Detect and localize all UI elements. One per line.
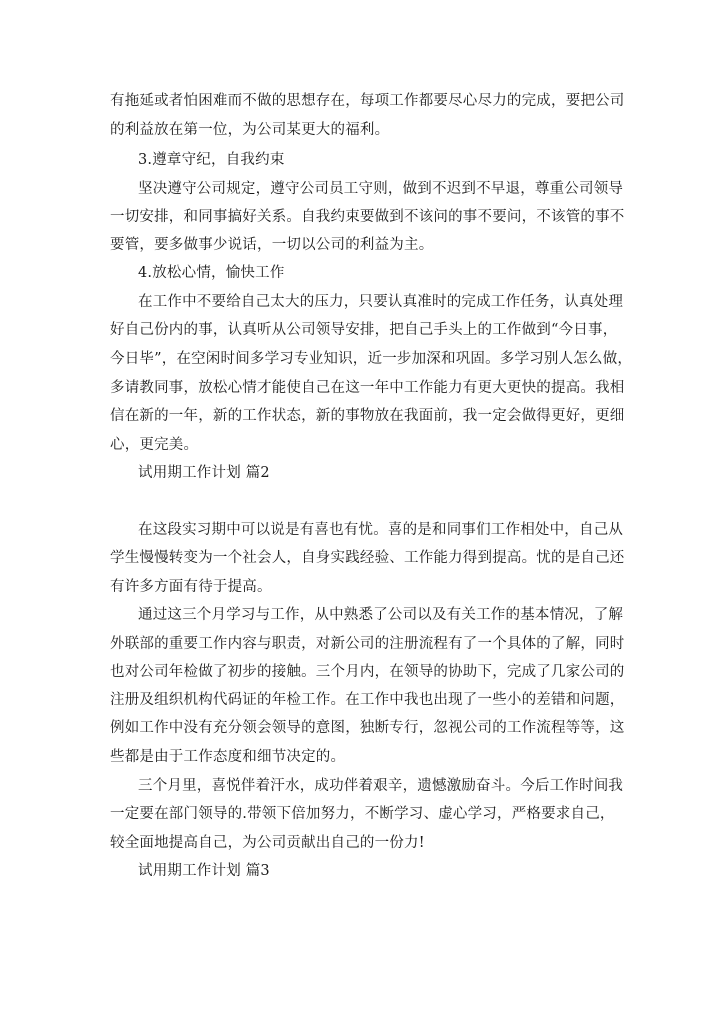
paragraph-line: 在这段实习期中可以说是有喜也有忧。喜的是和同事们工作相处中，自己从 xyxy=(138,522,624,538)
paragraph-line: 外联部的重要工作内容与职责，对新公司的注册流程有了一个具体的了解，同时 xyxy=(110,636,625,652)
section-subheading: 4.放松心情，愉快工作 xyxy=(138,265,285,281)
paragraph-line: 一定要在部门领导的.带领下倍加努力，不断学习、虚心学习，严格要求自己， xyxy=(110,806,615,822)
paragraph-line: 要管，要多做事少说话，一切以公司的利益为主。 xyxy=(110,237,434,253)
paragraph-line: 今日毕”，在空闲时间多学习专业知识，近一步加深和巩固。多学习别人怎么做， xyxy=(110,351,633,367)
paragraph-line: 些都是由于工作态度和细节决定的。 xyxy=(110,749,346,765)
paragraph-line: 信在新的一年，新的工作状态，新的事物放在我面前，我一定会做得更好，更细 xyxy=(110,408,625,424)
paragraph-line: 三个月里，喜悦伴着汗水，成功伴着艰辛，遗憾激励奋斗。今后工作时间我 xyxy=(138,778,624,794)
paragraph-line: 注册及组织机构代码证的年检工作。在工作中我也出现了一些小的差错和问题， xyxy=(110,692,625,708)
paragraph-line: 学生慢慢转变为一个社会人，自身实践经验、工作能力得到提高。忧的是自己还 xyxy=(110,550,625,566)
paragraph-line: 在工作中不要给自己太大的压力，只要认真准时的完成工作任务，认真处理 xyxy=(138,294,624,310)
paragraph-line: 例如工作中没有充分领会领导的意图，独断专行，忽视公司的工作流程等等，这 xyxy=(110,720,625,736)
paragraph-line: 也对公司年检做了初步的接触。三个月内，在领导的协助下，完成了几家公司的 xyxy=(110,664,625,680)
paragraph-line: 有拖延或者怕困难而不做的思想存在，每项工作都要尽心尽力的完成，要把公司 xyxy=(110,93,625,109)
paragraph-line: 较全面地提高自己，为公司贡献出自己的一份力! xyxy=(110,835,425,851)
paragraph-line: 多请教同事，放松心情才能使自己在这一年中工作能力有更大更快的提高。我相 xyxy=(110,380,625,396)
paragraph-line: 好自己份内的事，认真听从公司领导安排，把自己手头上的工作做到“今日事， xyxy=(110,322,618,338)
paragraph-line: 有许多方面有待于提高。 xyxy=(110,579,272,595)
paragraph-line: 坚决遵守公司规定，遵守公司员工守则，做到不迟到不早退，尊重公司领导 xyxy=(138,181,624,197)
section-subheading: 3.遵章守纪，自我约束 xyxy=(138,152,285,168)
section-title: 试用期工作计划 篇2 xyxy=(138,465,270,481)
paragraph-line: 的利益放在第一位，为公司某更大的福利。 xyxy=(110,122,390,138)
paragraph-line: 一切安排，和同事搞好关系。自我约束要做到不该问的事不要问，不该管的事不 xyxy=(110,209,625,225)
paragraph-line: 心，更完美。 xyxy=(110,437,199,453)
section-title: 试用期工作计划 篇3 xyxy=(138,863,270,879)
paragraph-line: 通过这三个月学习与工作，从中熟悉了公司以及有关工作的基本情况，了解 xyxy=(138,607,624,623)
